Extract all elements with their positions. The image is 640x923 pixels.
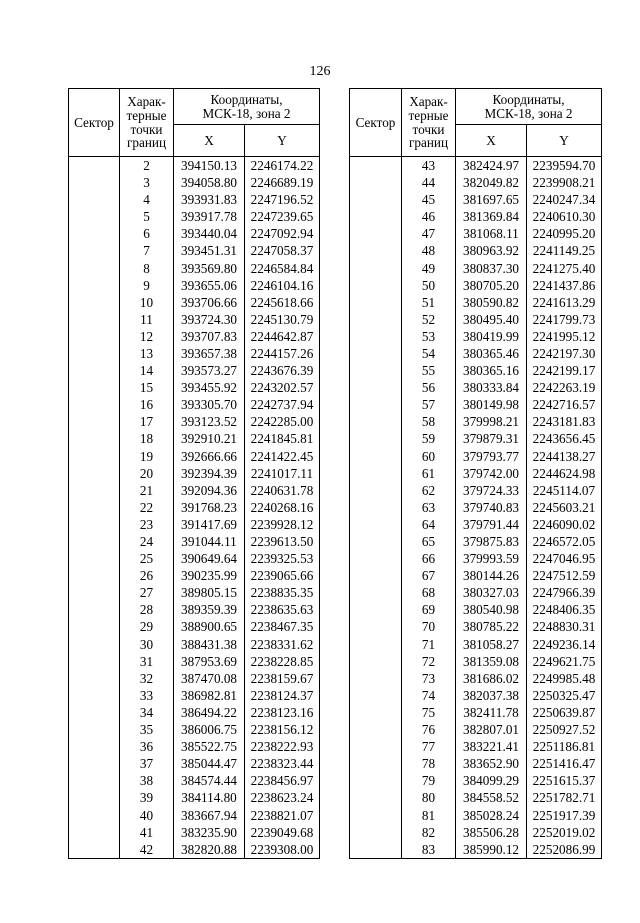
x-coordinate-cell: 393657.38 (174, 345, 245, 362)
x-coordinate-cell: 380963.92 (456, 242, 527, 259)
x-coordinate-cell: 384114.80 (174, 789, 245, 806)
point-number-cell: 26 (120, 567, 174, 584)
x-coordinate-cell: 379998.21 (456, 413, 527, 430)
x-coordinate-cell: 382820.88 (174, 841, 245, 859)
x-coordinate-cell: 381686.02 (456, 670, 527, 687)
point-number-cell: 45 (402, 191, 456, 208)
point-number-cell: 13 (120, 345, 174, 362)
y-coordinate-cell: 2249236.14 (527, 636, 602, 653)
x-coordinate-cell: 393440.04 (174, 225, 245, 242)
y-coordinate-cell: 2251917.39 (527, 807, 602, 824)
y-coordinate-cell: 2241613.29 (527, 294, 602, 311)
x-coordinate-cell: 393123.52 (174, 413, 245, 430)
sector-cell (350, 157, 402, 859)
x-coordinate-cell: 385044.47 (174, 755, 245, 772)
y-coordinate-cell: 2240247.34 (527, 191, 602, 208)
x-coordinate-cell: 389805.15 (174, 584, 245, 601)
x-coordinate-cell: 387470.08 (174, 670, 245, 687)
point-number-cell: 58 (402, 413, 456, 430)
y-coordinate-cell: 2239908.21 (527, 174, 602, 191)
y-coordinate-cell: 2252086.99 (527, 841, 602, 859)
x-coordinate-cell: 393917.78 (174, 208, 245, 225)
x-coordinate-cell: 384099.29 (456, 772, 527, 789)
x-coordinate-cell: 381369.84 (456, 208, 527, 225)
point-number-cell: 25 (120, 550, 174, 567)
point-number-cell: 47 (402, 225, 456, 242)
point-number-cell: 31 (120, 653, 174, 670)
point-number-cell: 55 (402, 362, 456, 379)
point-number-cell: 40 (120, 807, 174, 824)
x-coordinate-cell: 379879.31 (456, 431, 527, 448)
point-number-cell: 9 (120, 277, 174, 294)
point-number-cell: 12 (120, 328, 174, 345)
x-coordinate-cell: 386494.22 (174, 704, 245, 721)
point-number-cell: 23 (120, 516, 174, 533)
y-coordinate-cell: 2249621.75 (527, 653, 602, 670)
coordinates-table-right (349, 88, 602, 859)
point-number-cell: 60 (402, 448, 456, 465)
x-coordinate-cell: 380419.99 (456, 328, 527, 345)
y-coordinate-cell: 2242285.00 (245, 413, 320, 430)
y-coordinate-cell: 2246090.02 (527, 516, 602, 533)
x-coordinate-cell: 386982.81 (174, 687, 245, 704)
x-coordinate-cell: 393569.80 (174, 260, 245, 277)
x-coordinate-cell: 393706.66 (174, 294, 245, 311)
point-number-cell: 5 (120, 208, 174, 225)
y-coordinate-cell: 2250325.47 (527, 687, 602, 704)
y-coordinate-cell: 2251416.47 (527, 755, 602, 772)
x-coordinate-cell: 382049.82 (456, 174, 527, 191)
y-coordinate-cell: 2247239.65 (245, 208, 320, 225)
x-coordinate-cell: 381697.65 (456, 191, 527, 208)
y-coordinate-cell: 2244642.87 (245, 328, 320, 345)
y-coordinate-cell: 2240610.30 (527, 208, 602, 225)
y-coordinate-cell: 2243676.39 (245, 362, 320, 379)
y-coordinate-cell: 2247058.37 (245, 242, 320, 259)
point-number-cell: 51 (402, 294, 456, 311)
y-coordinate-cell: 2246104.16 (245, 277, 320, 294)
x-coordinate-cell: 384558.52 (456, 789, 527, 806)
point-number-cell: 76 (402, 721, 456, 738)
y-coordinate-cell: 2241799.73 (527, 311, 602, 328)
point-number-cell: 6 (120, 225, 174, 242)
point-number-cell: 80 (402, 789, 456, 806)
x-coordinate-cell: 385506.28 (456, 824, 527, 841)
y-coordinate-cell: 2239325.53 (245, 550, 320, 567)
x-coordinate-cell: 379793.77 (456, 448, 527, 465)
point-number-cell: 67 (402, 567, 456, 584)
header-coordinates: Координаты, МСК-18, зона 2 (456, 89, 602, 125)
point-number-cell: 66 (402, 550, 456, 567)
y-coordinate-cell: 2241422.45 (245, 448, 320, 465)
y-coordinate-cell: 2242737.94 (245, 396, 320, 413)
y-coordinate-cell: 2245618.66 (245, 294, 320, 311)
point-number-cell: 70 (402, 619, 456, 636)
point-number-cell: 53 (402, 328, 456, 345)
header-points: Харак-терные точки границ (402, 89, 456, 157)
point-number-cell: 72 (402, 653, 456, 670)
y-coordinate-cell: 2245603.21 (527, 499, 602, 516)
point-number-cell: 21 (120, 482, 174, 499)
point-number-cell: 7 (120, 242, 174, 259)
point-number-cell: 8 (120, 260, 174, 277)
x-coordinate-cell: 382424.97 (456, 157, 527, 175)
y-coordinate-cell: 2248406.35 (527, 601, 602, 618)
point-number-cell: 74 (402, 687, 456, 704)
y-coordinate-cell: 2248830.31 (527, 619, 602, 636)
y-coordinate-cell: 2239065.66 (245, 567, 320, 584)
y-coordinate-cell: 2238821.07 (245, 807, 320, 824)
point-number-cell: 52 (402, 311, 456, 328)
y-coordinate-cell: 2250927.52 (527, 721, 602, 738)
x-coordinate-cell: 391417.69 (174, 516, 245, 533)
x-coordinate-cell: 391044.11 (174, 533, 245, 550)
x-coordinate-cell: 393455.92 (174, 379, 245, 396)
x-coordinate-cell: 380327.03 (456, 584, 527, 601)
point-number-cell: 59 (402, 431, 456, 448)
point-number-cell: 64 (402, 516, 456, 533)
y-coordinate-cell: 2238156.12 (245, 721, 320, 738)
x-coordinate-cell: 381359.08 (456, 653, 527, 670)
x-coordinate-cell: 381058.27 (456, 636, 527, 653)
table-row (350, 157, 602, 175)
point-number-cell: 57 (402, 396, 456, 413)
point-number-cell: 83 (402, 841, 456, 859)
point-number-cell: 27 (120, 584, 174, 601)
y-coordinate-cell: 2244138.27 (527, 448, 602, 465)
point-number-cell: 41 (120, 824, 174, 841)
x-coordinate-cell: 379791.44 (456, 516, 527, 533)
table-body-left (69, 157, 320, 859)
x-coordinate-cell: 380590.82 (456, 294, 527, 311)
header-x: X (456, 125, 527, 157)
x-coordinate-cell: 383667.94 (174, 807, 245, 824)
point-number-cell: 43 (402, 157, 456, 175)
point-number-cell: 39 (120, 789, 174, 806)
point-number-cell: 10 (120, 294, 174, 311)
y-coordinate-cell: 2239613.50 (245, 533, 320, 550)
x-coordinate-cell: 380495.40 (456, 311, 527, 328)
y-coordinate-cell: 2247196.52 (245, 191, 320, 208)
y-coordinate-cell: 2242197.30 (527, 345, 602, 362)
x-coordinate-cell: 385522.75 (174, 738, 245, 755)
y-coordinate-cell: 2241437.86 (527, 277, 602, 294)
x-coordinate-cell: 389359.39 (174, 601, 245, 618)
point-number-cell: 14 (120, 362, 174, 379)
point-number-cell: 36 (120, 738, 174, 755)
header-sector: Сектор (69, 89, 120, 157)
y-coordinate-cell: 2250639.87 (527, 704, 602, 721)
x-coordinate-cell: 382411.78 (456, 704, 527, 721)
x-coordinate-cell: 394058.80 (174, 174, 245, 191)
point-number-cell: 75 (402, 704, 456, 721)
y-coordinate-cell: 2238228.85 (245, 653, 320, 670)
y-coordinate-cell: 2242716.57 (527, 396, 602, 413)
header-sector: Сектор (350, 89, 402, 157)
sector-cell (69, 157, 120, 859)
y-coordinate-cell: 2241995.12 (527, 328, 602, 345)
point-number-cell: 30 (120, 636, 174, 653)
point-number-cell: 11 (120, 311, 174, 328)
coordinates-table-left (68, 88, 320, 859)
y-coordinate-cell: 2249985.48 (527, 670, 602, 687)
y-coordinate-cell: 2242263.19 (527, 379, 602, 396)
point-number-cell: 3 (120, 174, 174, 191)
header-points: Харак-терные точки границ (120, 89, 174, 157)
x-coordinate-cell: 381068.11 (456, 225, 527, 242)
x-coordinate-cell: 380333.84 (456, 379, 527, 396)
y-coordinate-cell: 2239928.12 (245, 516, 320, 533)
y-coordinate-cell: 2251615.37 (527, 772, 602, 789)
y-coordinate-cell: 2245114.07 (527, 482, 602, 499)
x-coordinate-cell: 379875.83 (456, 533, 527, 550)
x-coordinate-cell: 379740.83 (456, 499, 527, 516)
x-coordinate-cell: 393451.31 (174, 242, 245, 259)
x-coordinate-cell: 380540.98 (456, 601, 527, 618)
point-number-cell: 18 (120, 431, 174, 448)
y-coordinate-cell: 2238635.63 (245, 601, 320, 618)
y-coordinate-cell: 2252019.02 (527, 824, 602, 841)
y-coordinate-cell: 2238456.97 (245, 772, 320, 789)
x-coordinate-cell: 394150.13 (174, 157, 245, 175)
y-coordinate-cell: 2238623.24 (245, 789, 320, 806)
y-coordinate-cell: 2251782.71 (527, 789, 602, 806)
y-coordinate-cell: 2251186.81 (527, 738, 602, 755)
x-coordinate-cell: 380149.98 (456, 396, 527, 413)
point-number-cell: 69 (402, 601, 456, 618)
header-y: Y (245, 125, 320, 157)
point-number-cell: 33 (120, 687, 174, 704)
y-coordinate-cell: 2245130.79 (245, 311, 320, 328)
x-coordinate-cell: 380365.46 (456, 345, 527, 362)
point-number-cell: 54 (402, 345, 456, 362)
header-x: X (174, 125, 245, 157)
y-coordinate-cell: 2238323.44 (245, 755, 320, 772)
x-coordinate-cell: 393655.06 (174, 277, 245, 294)
point-number-cell: 17 (120, 413, 174, 430)
point-number-cell: 50 (402, 277, 456, 294)
point-number-cell: 28 (120, 601, 174, 618)
x-coordinate-cell: 385990.12 (456, 841, 527, 859)
point-number-cell: 62 (402, 482, 456, 499)
x-coordinate-cell: 386006.75 (174, 721, 245, 738)
x-coordinate-cell: 392394.39 (174, 465, 245, 482)
point-number-cell: 63 (402, 499, 456, 516)
y-coordinate-cell: 2246584.84 (245, 260, 320, 277)
x-coordinate-cell: 392910.21 (174, 431, 245, 448)
y-coordinate-cell: 2247046.95 (527, 550, 602, 567)
point-number-cell: 42 (120, 841, 174, 859)
y-coordinate-cell: 2246572.05 (527, 533, 602, 550)
x-coordinate-cell: 382807.01 (456, 721, 527, 738)
x-coordinate-cell: 390649.64 (174, 550, 245, 567)
point-number-cell: 24 (120, 533, 174, 550)
point-number-cell: 56 (402, 379, 456, 396)
y-coordinate-cell: 2240268.16 (245, 499, 320, 516)
point-number-cell: 81 (402, 807, 456, 824)
y-coordinate-cell: 2238467.35 (245, 619, 320, 636)
point-number-cell: 68 (402, 584, 456, 601)
y-coordinate-cell: 2247092.94 (245, 225, 320, 242)
point-number-cell: 15 (120, 379, 174, 396)
x-coordinate-cell: 380144.26 (456, 567, 527, 584)
y-coordinate-cell: 2243181.83 (527, 413, 602, 430)
point-number-cell: 2 (120, 157, 174, 175)
y-coordinate-cell: 2244157.26 (245, 345, 320, 362)
y-coordinate-cell: 2239049.68 (245, 824, 320, 841)
y-coordinate-cell: 2238123.16 (245, 704, 320, 721)
x-coordinate-cell: 392094.36 (174, 482, 245, 499)
x-coordinate-cell: 391768.23 (174, 499, 245, 516)
y-coordinate-cell: 2241845.81 (245, 431, 320, 448)
y-coordinate-cell: 2247966.39 (527, 584, 602, 601)
x-coordinate-cell: 390235.99 (174, 567, 245, 584)
point-number-cell: 77 (402, 738, 456, 755)
x-coordinate-cell: 388900.65 (174, 619, 245, 636)
point-number-cell: 46 (402, 208, 456, 225)
header-y: Y (527, 125, 602, 157)
x-coordinate-cell: 382037.38 (456, 687, 527, 704)
y-coordinate-cell: 2244624.98 (527, 465, 602, 482)
y-coordinate-cell: 2238124.37 (245, 687, 320, 704)
point-number-cell: 19 (120, 448, 174, 465)
x-coordinate-cell: 380785.22 (456, 619, 527, 636)
y-coordinate-cell: 2241149.25 (527, 242, 602, 259)
point-number-cell: 34 (120, 704, 174, 721)
y-coordinate-cell: 2239308.00 (245, 841, 320, 859)
x-coordinate-cell: 383652.90 (456, 755, 527, 772)
x-coordinate-cell: 383221.41 (456, 738, 527, 755)
y-coordinate-cell: 2241017.11 (245, 465, 320, 482)
table-body-right (350, 157, 602, 859)
y-coordinate-cell: 2246689.19 (245, 174, 320, 191)
x-coordinate-cell: 380365.16 (456, 362, 527, 379)
point-number-cell: 32 (120, 670, 174, 687)
y-coordinate-cell: 2242199.17 (527, 362, 602, 379)
y-coordinate-cell: 2238835.35 (245, 584, 320, 601)
point-number-cell: 78 (402, 755, 456, 772)
x-coordinate-cell: 393707.83 (174, 328, 245, 345)
y-coordinate-cell: 2238222.93 (245, 738, 320, 755)
x-coordinate-cell: 388431.38 (174, 636, 245, 653)
point-number-cell: 82 (402, 824, 456, 841)
point-number-cell: 49 (402, 260, 456, 277)
x-coordinate-cell: 384574.44 (174, 772, 245, 789)
point-number-cell: 65 (402, 533, 456, 550)
y-coordinate-cell: 2241275.40 (527, 260, 602, 277)
point-number-cell: 61 (402, 465, 456, 482)
point-number-cell: 29 (120, 619, 174, 636)
point-number-cell: 16 (120, 396, 174, 413)
table-row (69, 157, 320, 175)
y-coordinate-cell: 2240995.20 (527, 225, 602, 242)
point-number-cell: 37 (120, 755, 174, 772)
point-number-cell: 73 (402, 670, 456, 687)
x-coordinate-cell: 379993.59 (456, 550, 527, 567)
point-number-cell: 48 (402, 242, 456, 259)
point-number-cell: 4 (120, 191, 174, 208)
x-coordinate-cell: 385028.24 (456, 807, 527, 824)
point-number-cell: 79 (402, 772, 456, 789)
x-coordinate-cell: 379742.00 (456, 465, 527, 482)
x-coordinate-cell: 393305.70 (174, 396, 245, 413)
x-coordinate-cell: 383235.90 (174, 824, 245, 841)
point-number-cell: 35 (120, 721, 174, 738)
point-number-cell: 44 (402, 174, 456, 191)
x-coordinate-cell: 393724.30 (174, 311, 245, 328)
x-coordinate-cell: 387953.69 (174, 653, 245, 670)
point-number-cell: 38 (120, 772, 174, 789)
x-coordinate-cell: 392666.66 (174, 448, 245, 465)
y-coordinate-cell: 2247512.59 (527, 567, 602, 584)
x-coordinate-cell: 379724.33 (456, 482, 527, 499)
y-coordinate-cell: 2246174.22 (245, 157, 320, 175)
x-coordinate-cell: 393931.83 (174, 191, 245, 208)
x-coordinate-cell: 380705.20 (456, 277, 527, 294)
y-coordinate-cell: 2240631.78 (245, 482, 320, 499)
x-coordinate-cell: 393573.27 (174, 362, 245, 379)
page-number: 126 (309, 64, 331, 79)
y-coordinate-cell: 2238331.62 (245, 636, 320, 653)
point-number-cell: 22 (120, 499, 174, 516)
y-coordinate-cell: 2239594.70 (527, 157, 602, 175)
point-number-cell: 71 (402, 636, 456, 653)
point-number-cell: 20 (120, 465, 174, 482)
header-coordinates: Координаты, МСК-18, зона 2 (174, 89, 320, 125)
y-coordinate-cell: 2243202.57 (245, 379, 320, 396)
y-coordinate-cell: 2243656.45 (527, 431, 602, 448)
y-coordinate-cell: 2238159.67 (245, 670, 320, 687)
x-coordinate-cell: 380837.30 (456, 260, 527, 277)
